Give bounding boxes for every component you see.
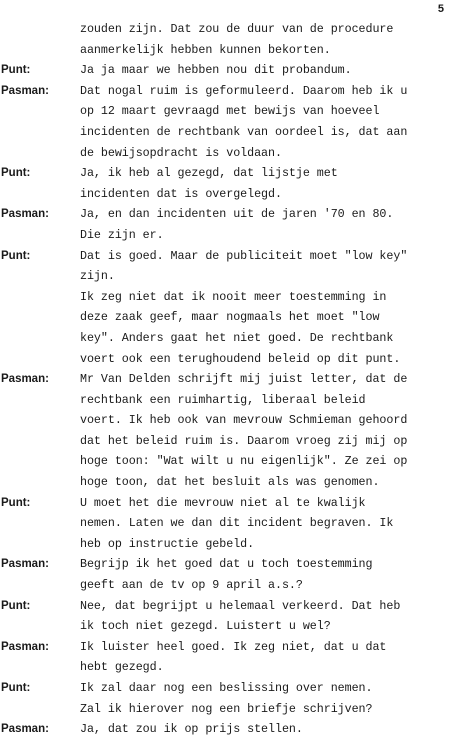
utterance (80, 81, 450, 163)
speaker-label: Punt: (1, 599, 31, 612)
speaker-label: Punt: (1, 249, 31, 262)
text-line: Ik luister heel goed. Ik zeg niet, dat u dat (80, 639, 387, 654)
transcript (0, 19, 450, 740)
speaker-label: Pasman: (1, 558, 49, 571)
speaker-label: Pasman: (1, 373, 49, 386)
utterance (80, 596, 450, 637)
speaker-label: Pasman: (1, 208, 49, 221)
utterance (80, 678, 450, 719)
text-line: hoge toon, dat het besluit als was genomen. (80, 475, 380, 490)
text-line: deze zaak geef, maar nogmaals het moet "low (80, 310, 380, 325)
dialogue-block (0, 596, 450, 637)
text-line: voert ook een terughoudend beleid op dit punt. (80, 351, 401, 366)
text-line: zouden zijn. Dat zou de duur van de procedure (80, 22, 394, 36)
utterance (80, 246, 450, 370)
text-line: Mr Van Delden schrijft mij juist letter, dat de (80, 372, 408, 387)
speaker-label: Pasman: (1, 640, 49, 653)
dialogue-block (0, 719, 450, 740)
utterance (80, 19, 450, 60)
speaker-label: Pasman: (1, 723, 49, 736)
text-line: Dat nogal ruim is geformuleerd. Daarom heb ik u (80, 83, 408, 98)
speaker-label (0, 19, 80, 60)
utterance (80, 369, 450, 493)
dialogue-block (0, 369, 450, 493)
text-line: Nee, dat begrijpt u helemaal verkeerd. Dat heb (80, 598, 401, 613)
utterance (80, 163, 450, 204)
dialogue-block (0, 678, 450, 719)
speaker-label: Pasman: (1, 84, 49, 97)
dialogue-block (0, 163, 450, 204)
dialogue-block (0, 637, 450, 678)
text-line: de bewijsopdracht is voldaan. (80, 145, 282, 160)
dialogue-block (0, 81, 450, 163)
text-line: op 12 maart gevraagd met bewijs van hoeveel (80, 104, 380, 119)
page-number: 5 (437, 3, 444, 15)
utterance (80, 637, 450, 678)
text-line: hebt gezegd. (80, 660, 164, 675)
text-line: Zal ik hierover nog een briefje schrijven? (80, 701, 373, 716)
speaker-label: Punt: (1, 496, 31, 509)
text-line: Ik zal daar nog een beslissing over nemen. (80, 681, 373, 695)
utterance (80, 60, 450, 81)
text-line: voert. Ik heb ook van mevrouw Schmieman gehoord (80, 413, 408, 428)
text-line: Ja, dat zou ik op prijs stellen. (80, 722, 303, 737)
dialogue-block (0, 554, 450, 595)
speaker-label: Punt: (1, 167, 31, 180)
text-line: dat het beleid ruim is. Daarom vroeg zij mij op (80, 433, 408, 448)
text-line: nemen. Laten we dan dit incident begraven. Ik (80, 516, 394, 531)
text-line: rechtbank een ruimhartig, liberaal beleid (80, 392, 366, 407)
dialogue-block (0, 246, 450, 370)
text-line: Die zijn er. (80, 227, 164, 242)
text-line: key". Anders gaat het niet goed. De rechtbank (80, 330, 394, 345)
speaker-label: Punt: (1, 64, 31, 77)
text-line: U moet het die mevrouw niet al te kwalijk (80, 495, 366, 510)
speaker-label: Punt: (1, 682, 31, 694)
text-line: Begrijp ik het goed dat u toch toestemming (80, 557, 373, 572)
utterance (80, 204, 450, 245)
text-line: heb op instructie gebeld. (80, 536, 255, 551)
dialogue-block (0, 60, 450, 81)
text-line: incidenten dat is overgelegd. (80, 186, 282, 201)
utterance (80, 493, 450, 555)
text-line: incidenten de rechtbank van oordeel is, dat aan (80, 124, 408, 139)
utterance (80, 719, 450, 740)
text-line: geeft aan de tv op 9 april a.s.? (80, 578, 303, 593)
dialogue-block (0, 204, 450, 245)
text-line: hoge toon: "Wat wilt u nu eigenlijk". Ze zei op (80, 454, 408, 469)
dialogue-block (0, 493, 450, 555)
dialogue-block (0, 19, 450, 60)
text-line: Ja, ik heb al gezegd, dat lijstje met (80, 166, 338, 181)
text-line: zijn. (80, 269, 115, 284)
text-line: Dat is goed. Maar de publiciteit moet "low key" (80, 248, 408, 263)
text-line: aanmerkelijk hebben kunnen bekorten. (80, 42, 331, 57)
text-line: Ik zeg niet dat ik nooit meer toestemming in (80, 289, 387, 304)
text-line: Ja ja maar we hebben nou dit probandum. (80, 63, 352, 78)
text-line: Ja, en dan incidenten uit de jaren '70 en 80. (80, 207, 394, 222)
text-line: ik toch niet gezegd. Luistert u wel? (80, 619, 331, 634)
utterance (80, 554, 450, 595)
